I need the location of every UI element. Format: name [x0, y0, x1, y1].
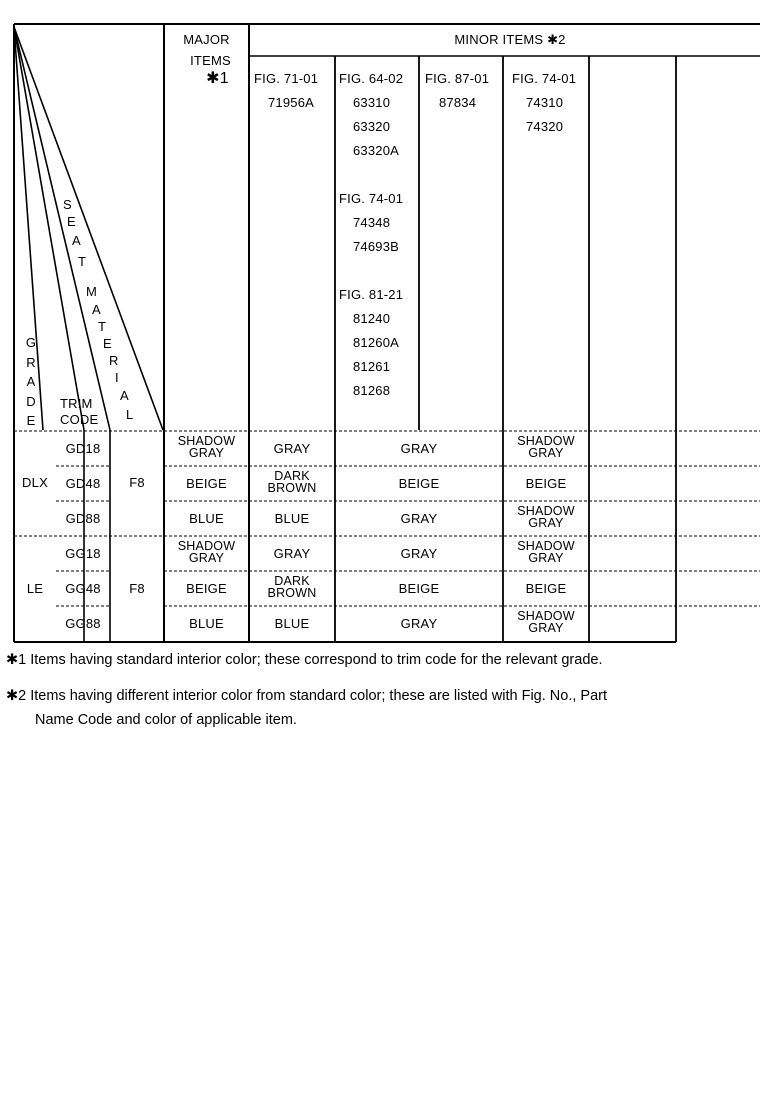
footnote-1: ✱1 Items having standard interior color; these correspond to trim code for the relevant grade.	[6, 652, 603, 668]
seat-material-letter: T	[98, 319, 106, 334]
fig-line: 63320A	[353, 143, 400, 158]
fig-line: 81261	[353, 359, 391, 374]
fig-line: FIG. 74-01	[512, 71, 577, 86]
fig-line: 81260A	[353, 335, 400, 350]
fig71-color-cell: DARK BROWN	[267, 469, 317, 495]
fig71-color-cell: GRAY	[273, 546, 311, 561]
trim-code-cell: GG18	[65, 546, 101, 561]
fig-line: FIG. 87-01	[425, 71, 490, 86]
seat-material-letter: M	[86, 284, 97, 299]
trim-code-cell: GG48	[65, 581, 101, 596]
seat-material-letter: R	[109, 353, 119, 368]
fig-line: 81240	[353, 311, 391, 326]
fig74-color-cell: SHADOW GRAY	[517, 609, 575, 635]
fig-line: 71956A	[268, 95, 315, 110]
fig-line: 87834	[439, 95, 477, 110]
fig64-87-color-cell: BEIGE	[398, 581, 440, 596]
major-color-cell: BLUE	[189, 511, 224, 526]
grade-letter: D	[26, 393, 36, 409]
footnote-2-continued: Name Code and color of applicable item.	[35, 712, 297, 728]
fig-line: 81268	[353, 383, 391, 398]
seat-material-letter: E	[103, 336, 112, 351]
seat-material-letter: S	[63, 197, 72, 212]
fig71-color-cell: BLUE	[274, 511, 310, 526]
grade-letter: E	[26, 413, 36, 428]
fig-line: 63310	[353, 95, 391, 110]
seat-material-letter: A	[120, 388, 129, 403]
major-items-header	[164, 33, 249, 86]
fig-line: 74693B	[353, 239, 400, 254]
fig74-color-cell: SHADOW GRAY	[517, 434, 575, 460]
seat-material-le: F8	[129, 581, 145, 596]
grade-letter: G	[25, 335, 37, 350]
seat-material-letter: E	[67, 214, 76, 229]
fig64-87-color-cell: GRAY	[400, 441, 438, 456]
fig-column-4	[512, 67, 576, 139]
seat-material-letter: T	[78, 254, 86, 269]
fig71-color-cell: BLUE	[274, 616, 310, 631]
trim-code-header	[60, 396, 98, 428]
grade-letter: R	[26, 354, 36, 370]
fig64-87-color-cell: BEIGE	[398, 476, 440, 491]
fig74-color-cell: SHADOW GRAY	[517, 539, 575, 565]
seat-material-letter: A	[92, 302, 101, 317]
seat-material-letter: I	[115, 370, 119, 385]
fig-line: FIG. 64-02	[339, 71, 404, 86]
fig-line: FIG. 74-01	[339, 191, 404, 206]
grade-le: LE	[26, 581, 44, 596]
grade-letter: A	[26, 374, 36, 389]
fig71-color-cell: GRAY	[273, 441, 311, 456]
footnote-2: ✱2 Items having different interior color from standard color; these are listed with Fig. No., Part	[6, 688, 608, 704]
fig-column-1	[254, 67, 318, 115]
fig64-87-color-cell: GRAY	[400, 511, 438, 526]
grade-dlx: DLX	[22, 475, 48, 490]
fig74-color-cell: BEIGE	[525, 581, 567, 596]
fig-line: FIG. 71-01	[254, 71, 319, 86]
fig-line: 74320	[526, 119, 564, 134]
major-color-cell: SHADOW GRAY	[177, 434, 236, 460]
fig-line: 63320	[353, 119, 391, 134]
fig-line: FIG. 81-21	[339, 287, 404, 302]
major-items-line2: ITEMS	[190, 53, 231, 68]
major-color-cell: BEIGE	[186, 581, 227, 596]
seat-material-letter: A	[72, 233, 81, 248]
trim-code-line2: CODE	[60, 412, 99, 427]
fig74-color-cell: BEIGE	[525, 476, 567, 491]
fig-line: 74348	[353, 215, 391, 230]
seat-material-dlx: F8	[129, 475, 145, 490]
major-color-cell: SHADOW GRAY	[177, 539, 236, 565]
fig-column-2	[339, 67, 403, 403]
trim-code-cell: GD18	[65, 441, 101, 456]
major-color-cell: BLUE	[189, 616, 224, 631]
minor-items-header: MINOR ITEMS ✱2	[454, 32, 566, 47]
major-items-mark: ✱1	[206, 70, 229, 87]
fig74-color-cell: SHADOW GRAY	[517, 504, 575, 530]
fig-line: 74310	[526, 95, 564, 110]
seat-material-letter: L	[126, 407, 134, 422]
major-color-cell: BEIGE	[186, 476, 227, 491]
fig71-color-cell: DARK BROWN	[267, 574, 317, 600]
grade-header	[24, 333, 38, 431]
trim-code-cell: GD48	[65, 476, 101, 491]
trim-code-cell: GD88	[65, 511, 101, 526]
fig64-87-color-cell: GRAY	[400, 616, 438, 631]
fig64-87-color-cell: GRAY	[400, 546, 438, 561]
fig-column-3	[425, 67, 489, 115]
major-items-line1: MAJOR	[183, 32, 230, 47]
trim-code-line1: TRIM	[60, 396, 93, 411]
trim-code-cell: GG88	[65, 616, 101, 631]
